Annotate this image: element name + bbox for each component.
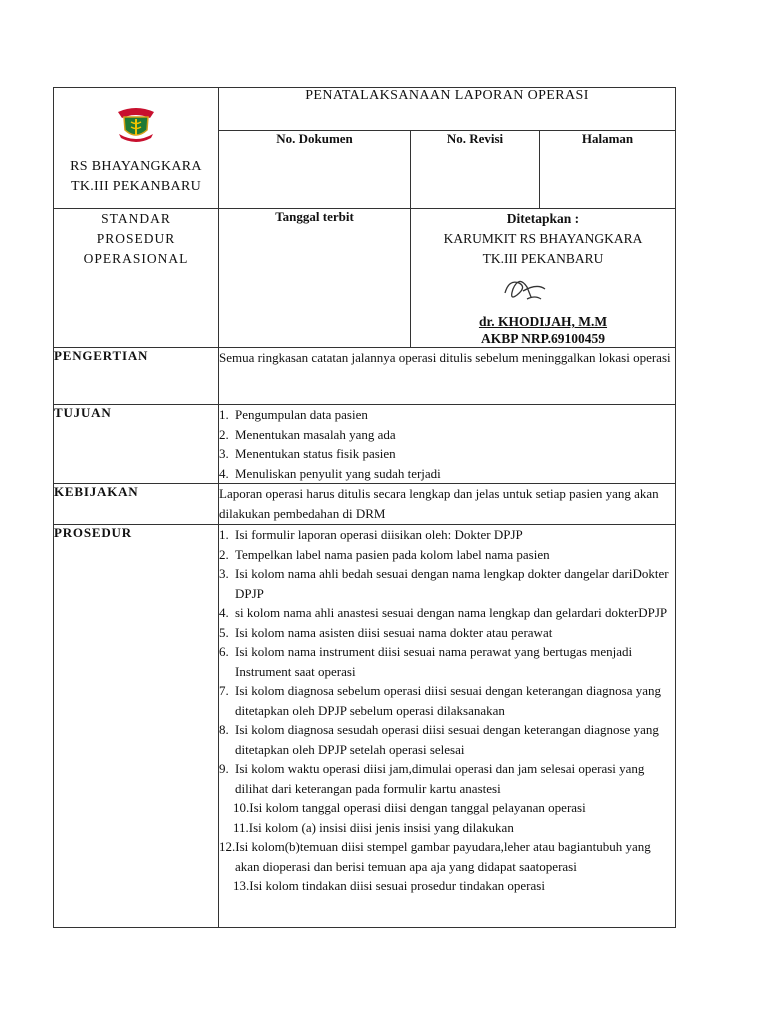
page-number-header: Halaman — [540, 131, 676, 209]
kebijakan-label: KEBIJAKAN — [54, 484, 219, 525]
prosedur-label: PROSEDUR — [54, 525, 219, 928]
signature — [411, 269, 675, 313]
prosedur-content — [219, 525, 676, 928]
list-item: 9. Isi kolom waktu operasi diisi jam,dimulai operasi dan jam selesai operasi yang dilihat dari keterangan pada formulir kartu anastesi — [219, 761, 645, 796]
list-item: 3. Isi kolom nama ahli bedah sesuai dengan nama lengkap dokter dangelar dariDokter DPJP — [219, 566, 669, 601]
sop-label-cell — [54, 209, 219, 348]
list-item: 11.Isi kolom (a) insisi diisi jenis insisi yang dilakukan — [233, 819, 514, 835]
approval-cell — [411, 209, 676, 348]
list-item: 12.Isi kolom(b)temuan diisi stempel gambar payudara,leher atau bagiantubuh yang akan dioperasi dan berisi temuan apa aja yang didapat saatoperasi — [219, 839, 651, 874]
approved-label: Ditetapkan : — [506, 211, 580, 226]
sop-label-line1: STANDAR — [101, 211, 171, 226]
list-item: 7. Isi kolom diagnosa sebelum operasi diisi sesuai dengan keterangan diagnosa yang ditetapkan oleh DPJP sebelum operasi dilaksanakan — [219, 683, 662, 718]
hospital-logo — [116, 106, 156, 142]
list-item: 5. Isi kolom nama asisten diisi sesuai nama dokter atau perawat — [219, 624, 553, 640]
kebijakan-text: Laporan operasi harus ditulis secara lengkap dan jelas untuk setiap pasien yang akan dilakukan pembedahan di DRM — [219, 484, 676, 525]
list-item: 8. Isi kolom diagnosa sesudah operasi diisi sesuai dengan keterangan diagnose yang ditetapkan oleh DPJP setelah operasi selesai — [219, 722, 659, 757]
signature-mark — [497, 269, 557, 313]
approver-nrp: AKBP NRP.69100459 — [480, 331, 605, 346]
document-number-header: No. Dokumen — [219, 131, 411, 209]
tujuan-label: TUJUAN — [54, 405, 219, 484]
list-item: 3. Menentukan status fisik pasien — [219, 446, 396, 461]
revision-number-header: No. Revisi — [411, 131, 540, 209]
approver-title-line2: TK.III PEKANBARU — [482, 251, 604, 266]
prosedur-list — [219, 525, 675, 896]
sop-document — [53, 87, 675, 928]
sop-table — [53, 87, 676, 928]
sop-label-line2: PROSEDUR — [96, 231, 176, 246]
list-item: 6. Isi kolom nama instrument diisi sesuai nama perawat yang bertugas menjadi Instrument saat operasi — [219, 644, 633, 679]
issue-date-label: Tanggal terbit — [219, 209, 411, 348]
list-item: 4. si kolom nama ahli anastesi sesuai dengan nama lengkap dan gelardari dokterDPJP — [219, 605, 668, 620]
hospital-class: TK.III PEKANBARU — [70, 179, 201, 194]
hospital-name: RS BHAYANGKARA — [70, 159, 202, 174]
approver-name: dr. KHODIJAH, M.M — [478, 314, 608, 329]
list-item: 10.Isi kolom tanggal operasi diisi dengan tanggal pelayanan operasi — [233, 800, 586, 815]
approver-title-line1: KARUMKIT RS BHAYANGKARA — [443, 231, 643, 246]
list-item: 13.Isi kolom tindakan diisi sesuai prosedur tindakan operasi — [233, 878, 545, 893]
list-item: 2. Tempelkan label nama pasien pada kolom label nama pasien — [219, 546, 550, 562]
list-item: 1. Isi formulir laporan operasi diisikan oleh: Dokter DPJP — [219, 527, 523, 542]
pengertian-text: Semua ringkasan catatan jalannya operasi ditulis sebelum meninggalkan lokasi operasi — [219, 348, 676, 405]
sop-label-line3: OPERASIONAL — [83, 251, 189, 266]
list-item: 4. Menuliskan penyulit yang sudah terjadi — [219, 465, 441, 481]
document-title: PENATALAKSANAAN LAPORAN OPERASI — [219, 88, 676, 131]
hospital-header-cell — [54, 88, 219, 209]
list-item: 1. Pengumpulan data pasien — [219, 407, 368, 422]
tujuan-list — [219, 405, 675, 483]
tujuan-content — [219, 405, 676, 484]
pengertian-label: PENGERTIAN — [54, 348, 219, 405]
list-item: 2. Menentukan masalah yang ada — [219, 426, 396, 442]
